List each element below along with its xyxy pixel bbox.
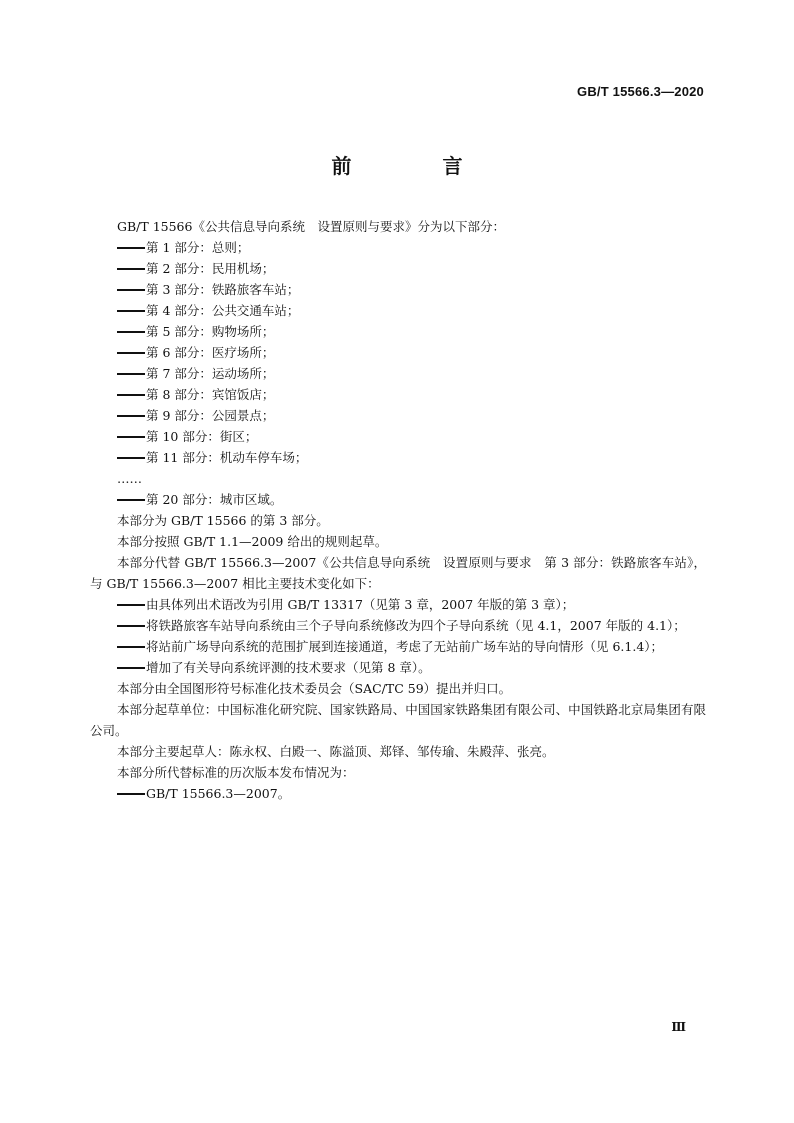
list-item: 第 9 部分：公园景点； [90,405,706,426]
dash-mark [117,457,145,459]
list-item: 将铁路旅客车站导向系统由三个子导向系统修改为四个子导向系统（见 4.1，2007 年版的 4.1）； [90,615,706,636]
dash-mark [117,247,145,249]
paragraph: 本部分为 GB/T 15566 的第 3 部分。 [117,513,329,528]
ellipsis: …… [117,471,142,486]
dash-mark [117,604,145,606]
dash-mark [117,499,145,501]
dash-mark [117,373,145,375]
list-item: 第 4 部分：公共交通车站； [90,300,706,321]
paragraph: 本部分由全国图形符号标准化技术委员会（SAC/TC 59）提出并归口。 [117,681,512,696]
dash-mark [117,331,145,333]
standard-code: GB/T 15566.3—2020 [577,84,704,99]
dash-mark [117,310,145,312]
list-item: 第 2 部分：民用机场； [90,258,706,279]
dash-mark [117,415,145,417]
list-item: 第 5 部分：购物场所； [90,321,706,342]
dash-mark [117,667,145,669]
intro-paragraph: GB/T 15566《公共信息导向系统 设置原则与要求》分为以下部分： [117,219,505,234]
list-item: 第 8 部分：宾馆饭店； [90,384,706,405]
list-item: 将站前广场导向系统的范围扩展到连接通道，考虑了无站前广场车站的导向情形（见 6.1.4）； [90,636,706,657]
list-item: 第 3 部分：铁路旅客车站； [90,279,706,300]
paragraph: 本部分所代替标准的历次版本发布情况为： [117,765,355,780]
paragraph: 本部分代替 GB/T 15566.3—2007《公共信息导向系统 设置原则与要求 第 3 部分：铁路旅客车站》，与 GB/T 15566.3—2007 相比主要技术变化如下： [90,555,706,591]
parts-list [90,237,706,510]
list-item: 增加了有关导向系统评测的技术要求（见第 8 章）。 [90,657,706,678]
list-item: 第 11 部分：机动车停车场； [90,447,706,468]
changes-list [90,594,706,678]
list-item: 由具体列出术语改为引用 GB/T 13317（见第 3 章，2007 年版的第 3 章）； [90,594,706,615]
page-title: 前 言 [331,154,505,178]
dash-mark [117,394,145,396]
dash-mark [117,268,145,270]
list-item: 第 20 部分：城市区域。 [90,489,706,510]
list-item: 第 1 部分：总则； [90,237,706,258]
paragraph: 本部分主要起草人：陈永权、白殿一、陈溢顶、郑铎、邹传瑜、朱殿萍、张亮。 [117,744,555,759]
list-item: GB/T 15566.3—2007。 [90,783,706,804]
dash-mark [117,352,145,354]
dash-mark [117,646,145,648]
dash-mark [117,625,145,627]
list-item: 第 7 部分：运动场所； [90,363,706,384]
dash-mark [117,793,145,795]
paragraph: 本部分起草单位：中国标准化研究院、国家铁路局、中国国家铁路集团有限公司、中国铁路北京局集团有限公司。 [90,702,706,738]
dash-mark [117,436,145,438]
list-item: 第 10 部分：街区； [90,426,706,447]
foreword-body [90,216,706,804]
page-number: Ⅲ [671,1020,686,1034]
dash-mark [117,289,145,291]
paragraph: 本部分按照 GB/T 1.1—2009 给出的规则起草。 [117,534,388,549]
list-item: 第 6 部分：医疗场所； [90,342,706,363]
